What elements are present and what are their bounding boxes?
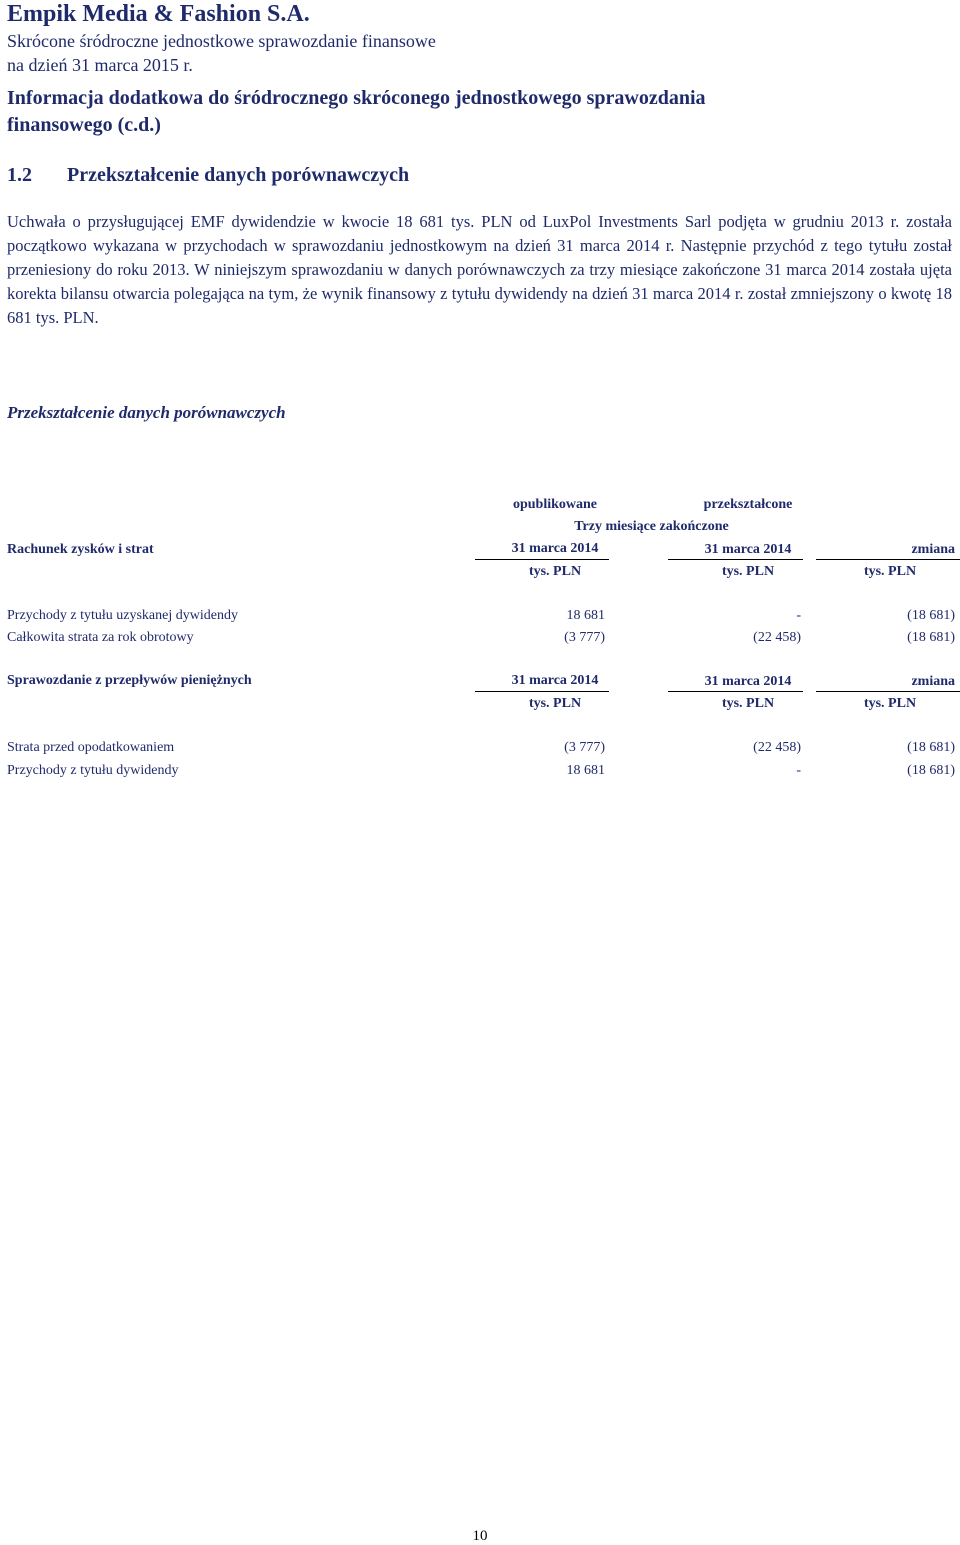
income-unit-change: tys. PLN xyxy=(863,564,917,579)
row-published: (3 777) xyxy=(564,740,605,755)
income-unit-published: tys. PLN xyxy=(528,564,582,579)
underline-restated xyxy=(668,559,803,560)
note-title-continued: finansowego (c.d.) xyxy=(7,114,161,136)
cash-change-header: zmiana xyxy=(911,674,955,689)
report-subtitle: Skrócone śródroczne jednostkowe sprawozdanie finansowe xyxy=(7,31,436,51)
cash-flow-title: Sprawozdanie z przepływów pieniężnych xyxy=(7,673,252,688)
cash-unit-published: tys. PLN xyxy=(528,696,582,711)
section-title: Przekształcenie danych porównawczych xyxy=(67,164,410,186)
row-label: Przychody z tytułu uzyskanej dywidendy xyxy=(7,608,238,623)
income-date-restated: 31 marca 2014 xyxy=(704,542,792,557)
section-heading xyxy=(7,163,409,187)
row-change: (18 681) xyxy=(907,608,955,623)
report-date: na dzień 31 marca 2015 r. xyxy=(7,55,193,75)
cash-unit-restated: tys. PLN xyxy=(721,696,775,711)
row-change: (18 681) xyxy=(907,630,955,645)
underline-restated xyxy=(668,691,803,692)
row-restated: (22 458) xyxy=(753,630,801,645)
income-date-published: 31 marca 2014 xyxy=(511,541,599,556)
underline-published xyxy=(475,559,609,560)
row-published: (3 777) xyxy=(564,630,605,645)
underline-change xyxy=(816,559,960,560)
row-restated: - xyxy=(796,763,801,778)
row-restated: (22 458) xyxy=(753,740,801,755)
income-statement-title: Rachunek zysków i strat xyxy=(7,542,154,557)
note-title: Informacja dodatkowa do śródrocznego skróconego jednostkowego sprawozdania xyxy=(7,87,706,109)
cash-date-published: 31 marca 2014 xyxy=(511,673,599,688)
row-restated: - xyxy=(796,608,801,623)
company-name: Empik Media & Fashion S.A. xyxy=(7,1,310,27)
col-published-header: opublikowane xyxy=(512,497,598,512)
underline-change xyxy=(816,691,960,692)
comparative-data-heading: Przekształcenie danych porównawczych xyxy=(7,403,286,422)
section-paragraph: Uchwała o przysługującej EMF dywidendzie w kwocie 18 681 tys. PLN od LuxPol Investments Sarl podjęta w grudniu 2013 r. została początkowo wykazana w przychodach w sprawozdaniu jednostkowym na dzień 31 marca 2014 r. Następnie przychód z tego tytułu został przeniesiony do roku 2013. W niniejszym sprawozdaniu w danych porównawczych za trzy miesiące zakończone 31 marca 2014 została ujęta korekta bilansu otwarcia polegająca na tym, że wynik finansowy z tytułu dywidendy na dzień 31 marca 2014 r. został zmniejszony o kwotę 18 681 tys. PLN. xyxy=(7,212,952,327)
period-header: Trzy miesiące zakończone xyxy=(574,519,729,534)
row-change: (18 681) xyxy=(907,763,955,778)
row-label: Całkowita strata za rok obrotowy xyxy=(7,630,194,645)
underline-published xyxy=(475,691,609,692)
row-published: 18 681 xyxy=(566,608,605,623)
section-number: 1.2 xyxy=(7,164,32,186)
cash-unit-change: tys. PLN xyxy=(863,696,917,711)
cash-date-restated: 31 marca 2014 xyxy=(704,674,792,689)
income-change-header: zmiana xyxy=(911,542,955,557)
row-change: (18 681) xyxy=(907,740,955,755)
row-label: Strata przed opodatkowaniem xyxy=(7,740,175,755)
col-restated-header: przekształcone xyxy=(703,497,793,512)
row-published: 18 681 xyxy=(566,763,605,778)
income-unit-restated: tys. PLN xyxy=(721,564,775,579)
row-label: Przychody z tytułu dywidendy xyxy=(7,763,179,778)
page-number: 10 xyxy=(472,1528,488,1544)
